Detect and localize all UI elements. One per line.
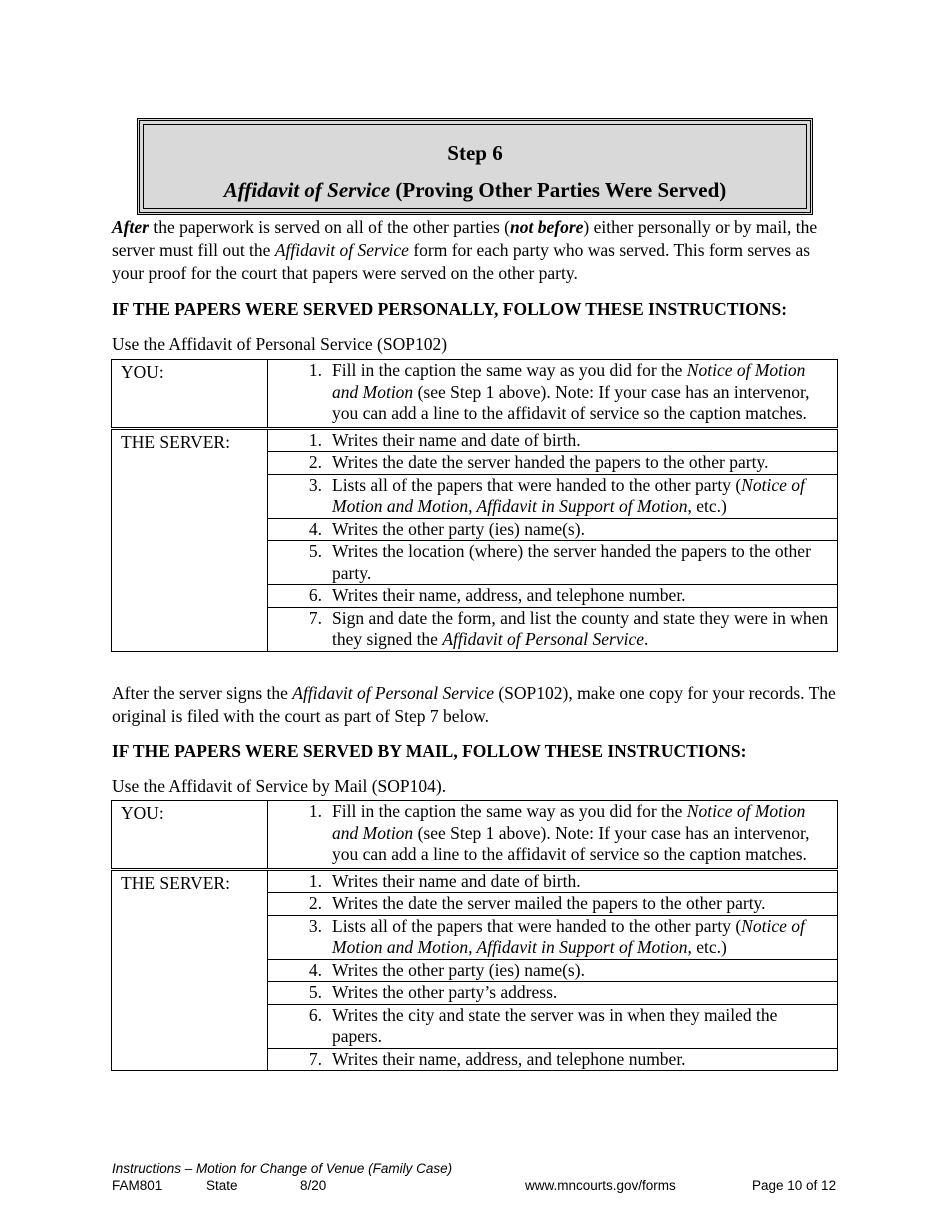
list-item: 6. Writes the city and state the server was in when they mailed the papers. bbox=[268, 1004, 837, 1048]
personal-instructions-table bbox=[111, 359, 838, 652]
list-item: 4. Writes the other party (ies) name(s). bbox=[268, 959, 837, 982]
list-item: 2. Writes the date the server mailed the papers to the other party. bbox=[268, 892, 837, 915]
step-subtitle-rest: (Proving Other Parties Were Served) bbox=[390, 178, 727, 202]
intro-part3: form for each party who was served. This form serves as your proof for the court that papers were served on the other party. bbox=[112, 240, 811, 283]
footer-title: Instructions – Motion for Change of Venue (Family Case) bbox=[112, 1161, 453, 1176]
mail-heading: IF THE PAPERS WERE SERVED BY MAIL, FOLLOW THESE INSTRUCTIONS: bbox=[112, 741, 747, 761]
footer-url[interactable]: www.mncourts.gov/forms bbox=[525, 1178, 676, 1193]
footer-state: State bbox=[206, 1178, 238, 1193]
footer-page-number: Page 10 of 12 bbox=[752, 1178, 837, 1193]
list-item: 7. Writes their name, address, and telephone number. bbox=[268, 1048, 837, 1071]
mail-caption: Use the Affidavit of Service by Mail (SOP104). bbox=[112, 776, 447, 796]
server-label: THE SERVER: bbox=[112, 428, 268, 651]
personal-after-paragraph: After the server signs the Affidavit of Personal Service (SOP102), make one copy for your records. The original is filed with the court as part of Step 7 below. bbox=[112, 683, 836, 726]
server-label: THE SERVER: bbox=[112, 869, 268, 1071]
intro-form-name: Affidavit of Service bbox=[274, 240, 409, 260]
list-item: 5. Writes the location (where) the server handed the papers to the other party. bbox=[268, 540, 837, 584]
intro-paragraph bbox=[112, 216, 842, 285]
step-header-box bbox=[137, 118, 813, 215]
intro-not-before: not before bbox=[510, 217, 584, 237]
personal-caption: Use the Affidavit of Personal Service (SOP102) bbox=[112, 334, 448, 354]
personal-heading: IF THE PAPERS WERE SERVED PERSONALLY, FOLLOW THESE INSTRUCTIONS: bbox=[112, 299, 788, 319]
step-subtitle-italic: Affidavit of Service bbox=[223, 178, 391, 202]
step-title: Step 6 bbox=[447, 141, 503, 165]
mail-instructions-table bbox=[111, 800, 838, 1071]
list-item: 2. Writes the date the server handed the papers to the other party. bbox=[268, 451, 837, 474]
list-item: 5. Writes the other party’s address. bbox=[268, 981, 837, 1004]
list-item: 4. Writes the other party (ies) name(s). bbox=[268, 518, 837, 541]
list-item: 1. Writes their name and date of birth. bbox=[308, 429, 581, 450]
you-label: YOU: bbox=[112, 801, 268, 870]
list-item: 1. Fill in the caption the same way as you did for the Notice of Motion and Motion (see Step 1 above). Note: If your case has an intervenor, you can add a line to the affidavit of service so the caption matches. bbox=[308, 801, 810, 864]
step-subtitle bbox=[140, 178, 810, 203]
list-item: 6. Writes their name, address, and telephone number. bbox=[268, 584, 837, 607]
intro-part2: ) either personally or by mail, the server must fill out the bbox=[112, 217, 818, 260]
list-item: 3. Lists all of the papers that were handed to the other party (Notice of Motion and Motion, Affidavit in Support of Motion, etc.) bbox=[268, 474, 837, 518]
list-item: 7. Sign and date the form, and list the county and state they were in when they signed the Affidavit of Personal Service. bbox=[268, 607, 837, 651]
footer-date: 8/20 bbox=[300, 1178, 327, 1193]
intro-part1: the paperwork is served on all of the other parties ( bbox=[148, 217, 511, 237]
list-item: 3. Lists all of the papers that were handed to the other party (Notice of Motion and Motion, Affidavit in Support of Motion, etc.) bbox=[268, 915, 837, 959]
footer-form-id: FAM801 bbox=[112, 1178, 163, 1193]
you-label: YOU: bbox=[112, 360, 268, 429]
intro-after: After bbox=[112, 217, 149, 237]
list-item: 1. Fill in the caption the same way as you did for the Notice of Motion and Motion (see Step 1 above). Note: If your case has an intervenor, you can add a line to the affidavit of service so the caption matches. bbox=[308, 360, 810, 423]
list-item: 1. Writes their name and date of birth. bbox=[308, 870, 581, 891]
